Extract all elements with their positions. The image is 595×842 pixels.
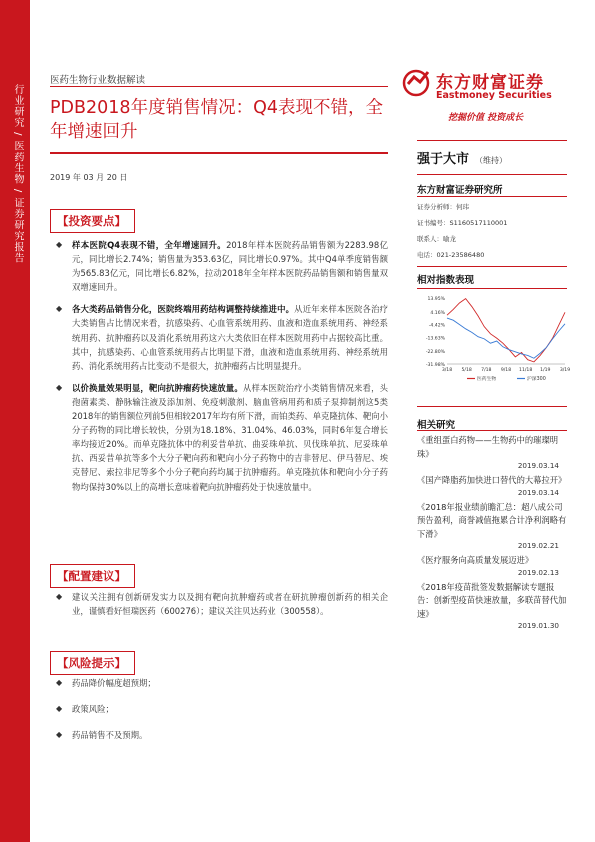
analyst-section-title: 东方财富证券研究所 [417,185,503,196]
investment-item-text: 2018年样本医院药品销售额为2283.98亿元，同比增长2.74%；销售量为353.63亿，同比增长0.97%。其中Q4单季度销售额为565.83亿元，同比增长6.82%，拉动2018年全年样本医院药品销售额和销售量双双增速回升。 [72,240,388,293]
rating-bottom-divider [417,174,567,175]
logo-slogan: 挖掘价值 投资成长 [448,113,524,123]
brand-logo [402,66,562,128]
related-section-title: 相关研究 [417,420,456,431]
risk-list [50,676,388,750]
bullet-diamond-icon: ◆ [56,592,63,601]
bullet-diamond-icon: ◆ [56,304,63,314]
investment-item-lead: 以价换量效果明显，靶向抗肿瘤药快速放量。 [72,382,243,393]
related-item-title[interactable]: 《国产降脂药加快进口替代的大幕拉开》 [417,475,567,485]
related-item-date: 2019.02.21 [517,541,559,550]
related-item[interactable] [417,501,567,552]
logo-mark-icon [402,68,432,96]
y-tick-label: -4.42% [428,323,445,329]
risk-item [50,676,388,690]
logo-en-text: Eastmoney Securities [436,90,552,101]
related-item[interactable] [417,434,567,471]
investment-item [50,238,388,294]
related-item[interactable] [417,554,567,578]
related-item-title[interactable]: 《医疗服务向高质量发展迈进》 [417,555,534,565]
risk-item-text: 药品销售不及预期。 [72,730,148,741]
related-item-title[interactable]: 《2018年报业绩前瞻汇总：超八成公司预告盈利，商誉减值拖累合计净利润略有下滑》 [417,501,567,539]
related-item-date: 2019.01.30 [517,621,559,630]
investment-item-lead: 各大类药品销售分化，医院终端用药结构调整持续推进中。 [72,304,295,315]
bullet-diamond-icon: ◆ [56,240,63,249]
chart-title: 相对指数表现 [417,275,475,286]
x-tick-label: 7/18 [481,368,492,373]
title-divider [50,152,388,154]
investment-item-text: 从样本医院治疗小类销售情况来看，头孢菌素类、静脉输注液及添加剂、免疫刺激剂、脑血管病用药和质子泵抑制剂这5类2018年的销售额位列前5但相较2017年均有所下滑，而铂类药、单克隆抗体、靶向小分子药物的同比增长较快，分别为18.18%、31.04%、46.03%，同时6年复合增长率均接近20%。而单克隆抗体中的利妥昔单抗、曲妥珠单抗、贝伐珠单抗、尼妥珠单抗、西妥昔单抗等多个大分子靶向药和靶向小分子药物中的吉非替尼、伊马替尼、埃克替尼、索拉非尼等多个小分子靶向药均属于抗肿瘤药。单克隆抗体和靶向小分子药物均保持30%以上的高增长意味着靶向抗肿瘤药处于快速放量中。 [72,382,389,492]
x-tick-label: 3/18 [441,368,453,373]
investment-item [50,302,388,372]
analyst-phone: 电话：021-23586480 [417,251,485,259]
investment-item-text: 从近年来样本医院各治疗大类销售占比情况来看，抗感染药、心血管系统用药、血液和造血系统用药、神经系统用药、抗肿瘤药以及消化系统用药这六大类依旧在样本医院用药中占据较高比重。其中，抗感染药、心血管系统用药占比明显下滑，血液和造血系统用药、神经系统用药、消化系统用药占比变动不是很大，抗肿瘤药占比明显提升。 [72,304,388,371]
bullet-diamond-icon: ◆ [56,382,63,392]
risk-section-label: 【风险提示】 [50,651,135,675]
config-section-label: 【配置建议】 [50,564,135,588]
investment-section-header [50,209,388,233]
related-list [417,434,567,634]
bullet-diamond-icon: ◆ [56,730,63,740]
analyst-contact: 联系人：喻龙 [417,235,456,243]
risk-item [50,728,388,742]
related-item-date: 2019.03.14 [517,461,559,470]
rating-main: 强于大市 [417,152,470,167]
chart-title-divider [417,288,567,289]
related-item[interactable] [417,474,567,498]
relative-index-chart [417,294,569,384]
config-item-text: 建议关注拥有创新研发实力以及拥有靶向抗肿瘤药或者在研抗肿瘤创新药的相关企业，谨慎看好恒瑞医药（600276）；建议关注贝达药业（300558）。 [72,592,388,617]
x-tick-label: 5/18 [461,368,472,373]
x-tick-label: 11/18 [519,368,533,373]
y-tick-label: -22.80% [425,349,445,355]
related-item-date: 2019.02.13 [517,567,559,577]
config-item [50,590,388,618]
series-line-0 [447,299,565,362]
risk-item-text: 政策风险； [72,704,114,715]
rating-top-divider [417,140,567,141]
related-item-date: 2019.03.14 [517,487,559,497]
y-tick-label: -31.98% [425,363,445,368]
bullet-diamond-icon: ◆ [56,704,63,714]
risk-section-header [50,651,388,675]
legend-label: 医药生物 [477,377,497,382]
series-line-1 [447,318,565,358]
related-item-title[interactable]: 《重组蛋白药物——生物药中的璀璨明珠》 [417,435,559,459]
investment-item [50,381,388,494]
rating [417,148,507,167]
logo-cn-text: 东方财富证券 [436,73,544,93]
sidebar [0,0,30,842]
y-tick-label: -13.63% [425,336,445,342]
report-date: 2019 年 03 月 20 日 [50,173,128,182]
analyst-divider [417,196,567,197]
x-tick-label: 3/19 [559,368,571,373]
chart-bottom-divider [417,406,567,407]
chart-top-divider [417,266,567,267]
investment-list [50,238,388,502]
bullet-diamond-icon: ◆ [56,678,63,687]
related-divider [417,430,567,431]
related-item[interactable] [417,581,567,632]
header-subject: 医药生物行业数据解读 [50,75,146,86]
analyst-name: 证券分析师：何玮 [417,203,469,211]
x-tick-label: 1/19 [540,368,551,373]
x-tick-label: 9/18 [500,368,512,373]
report-title: PDB2018年度销售情况：Q4表现不错，全年增速回升 [50,98,383,142]
risk-item [50,702,388,716]
analyst-cert-no: 证书编号：S1160517110001 [417,219,508,227]
config-section-header [50,564,388,588]
y-tick-label: 13.95% [427,297,445,302]
legend-label: 沪深300 [527,377,546,382]
investment-section-label: 【投资要点】 [50,209,135,233]
y-tick-label: 4.16% [430,311,445,317]
header-divider [50,86,388,87]
sidebar-text: 行业研究 / 医药生物 / 证券研究报告 [12,84,23,264]
risk-item-text: 药品降价幅度超预期； [72,678,156,688]
related-item-title[interactable]: 《2018年疫苗批签发数据解读专题报告：创新型疫苗快速放量，多联苗替代加速》 [417,581,567,619]
config-list [50,590,388,626]
rating-sub: （维持） [475,156,508,165]
investment-item-lead: 样本医院Q4表现不错，全年增速回升。 [72,240,227,250]
